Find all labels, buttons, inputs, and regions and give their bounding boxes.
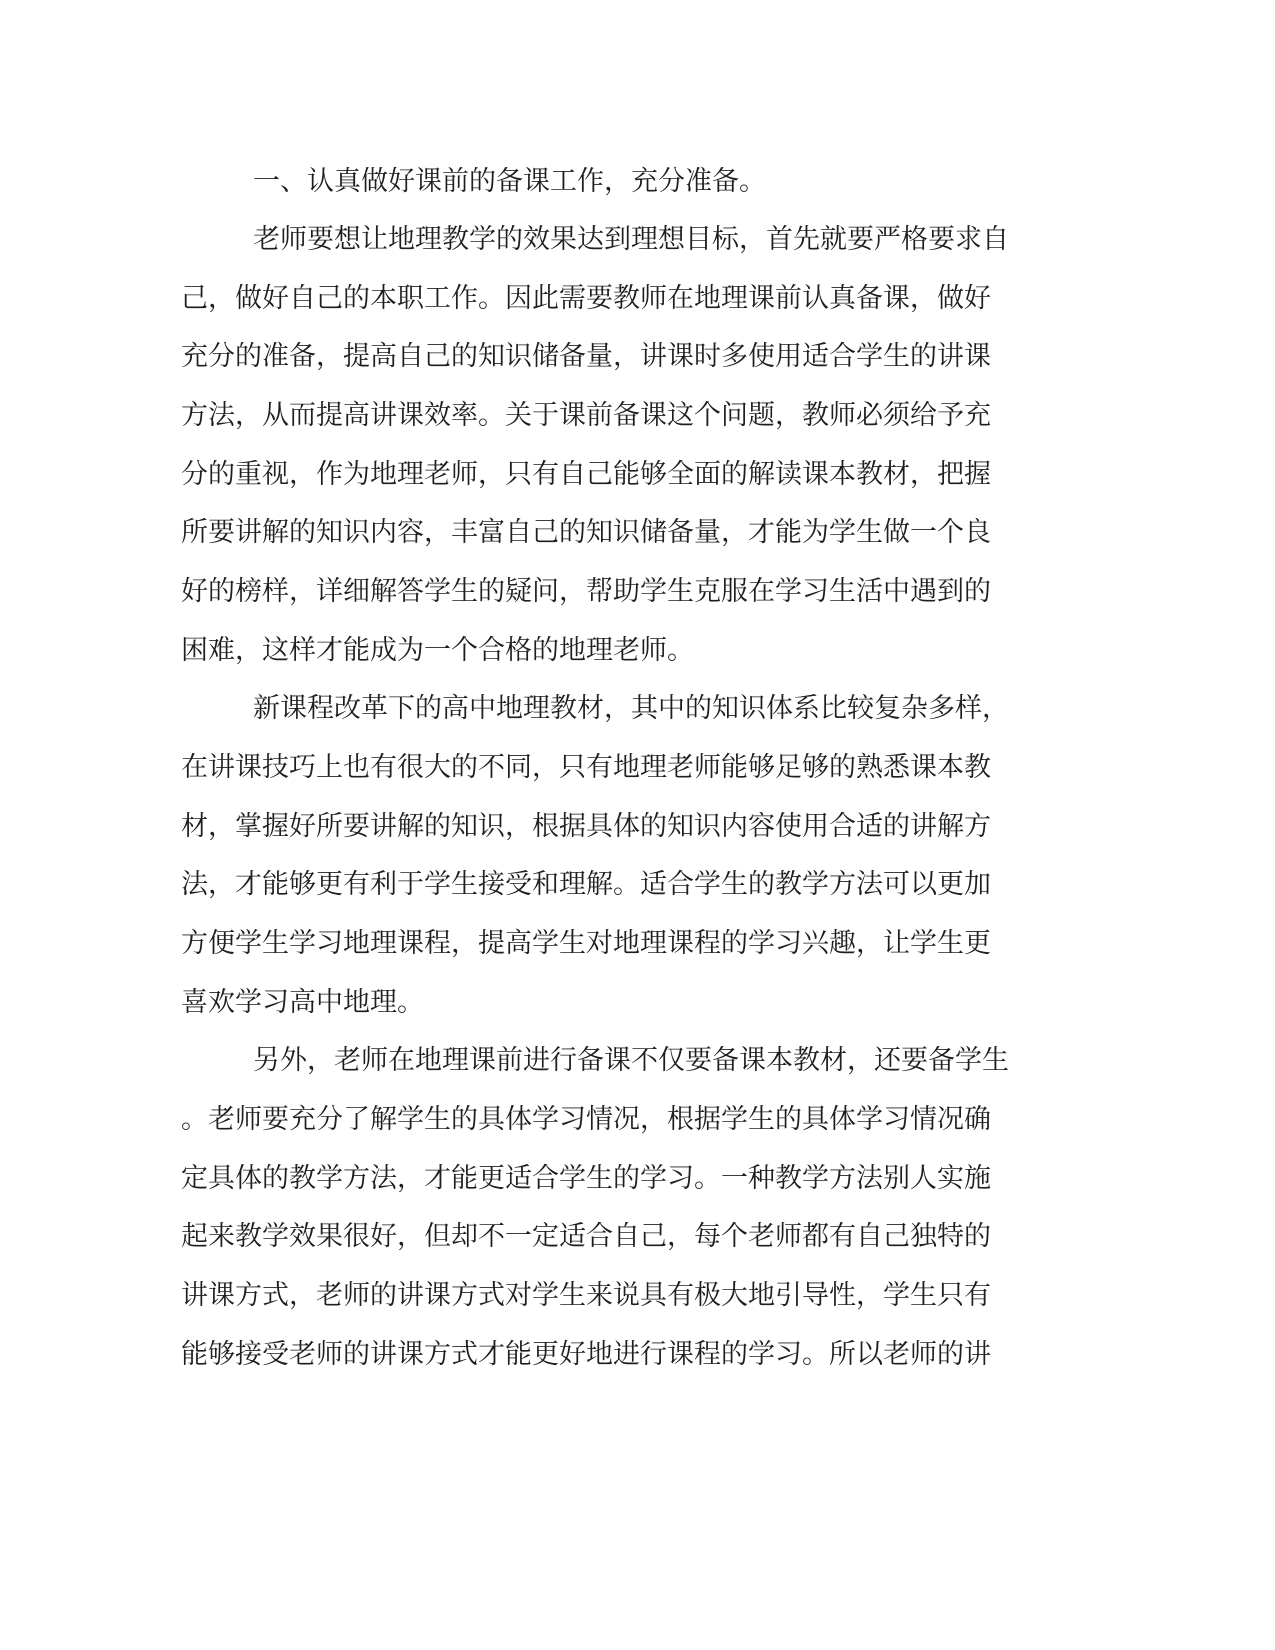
paragraph-line: 分的重视，作为地理老师，只有自己能够全面的解读课本教材，把握 [181, 459, 991, 490]
paragraph-line: 材，掌握好所要讲解的知识，根据具体的知识内容使用合适的讲解方 [181, 811, 991, 842]
paragraph-line: 讲课方式，老师的讲课方式对学生来说具有极大地引导性，学生只有 [181, 1280, 991, 1311]
paragraph-line: 喜欢学习高中地理。 [181, 987, 424, 1018]
paragraph-line: 充分的准备，提高自己的知识储备量，讲课时多使用适合学生的讲课 [181, 341, 991, 372]
paragraph-line: 方便学生学习地理课程，提高学生对地理课程的学习兴趣，让学生更 [181, 928, 991, 959]
paragraph-line: 起来教学效果很好，但却不一定适合自己，每个老师都有自己独特的 [181, 1221, 991, 1252]
paragraph-line: 好的榜样，详细解答学生的疑问，帮助学生克服在学习生活中遇到的 [181, 576, 991, 607]
paragraph-line: 方法，从而提高讲课效率。关于课前备课这个问题，教师必须给予充 [181, 400, 991, 431]
paragraph-line: 能够接受老师的讲课方式才能更好地进行课程的学习。所以老师的讲 [181, 1339, 991, 1370]
paragraph-line: 所要讲解的知识内容，丰富自己的知识储备量，才能为学生做一个良 [181, 517, 991, 548]
paragraph-line: 。老师要充分了解学生的具体学习情况，根据学生的具体学习情况确 [181, 1104, 991, 1135]
paragraph-line: 困难，这样才能成为一个合格的地理老师。 [181, 635, 694, 666]
paragraph-line: 老师要想让地理教学的效果达到理想目标，首先就要严格要求自 [253, 224, 1009, 255]
paragraph-line: 另外，老师在地理课前进行备课不仅要备课本教材，还要备学生 [253, 1045, 1009, 1076]
paragraph-line: 法，才能够更有利于学生接受和理解。适合学生的教学方法可以更加 [181, 869, 991, 900]
paragraph-line: 定具体的教学方法，才能更适合学生的学习。一种教学方法别人实施 [181, 1163, 991, 1194]
paragraph-line: 在讲课技巧上也有很大的不同，只有地理老师能够足够的熟悉课本教 [181, 752, 991, 783]
paragraph-line: 己，做好自己的本职工作。因此需要教师在地理课前认真备课，做好 [181, 283, 991, 314]
section-heading: 一、认真做好课前的备课工作，充分准备。 [253, 166, 766, 197]
paragraph-line: 新课程改革下的高中地理教材，其中的知识体系比较复杂多样， [253, 693, 1009, 724]
